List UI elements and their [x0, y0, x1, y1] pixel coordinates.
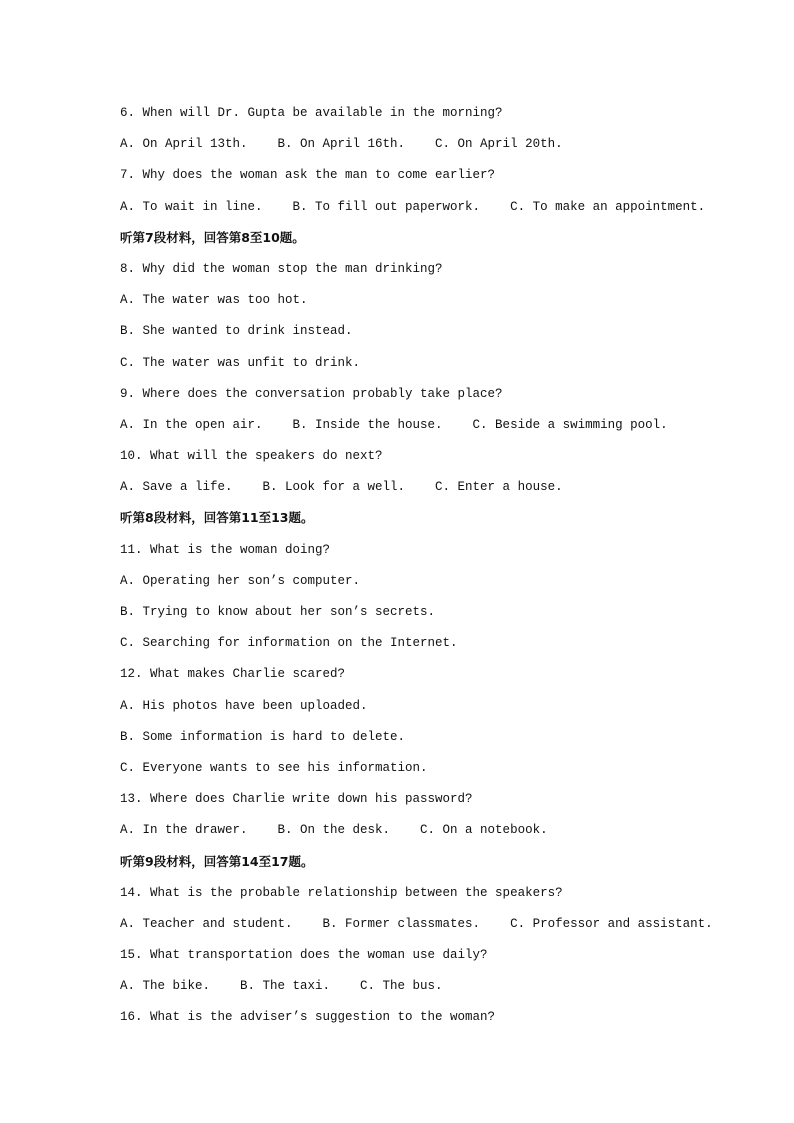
question-text: 9. Where does the conversation probably take place?	[120, 386, 503, 401]
answer-option: B. She wanted to drink instead.	[120, 324, 353, 339]
answer-option: C. Searching for information on the Internet.	[120, 636, 458, 651]
question-text: 6. When will Dr. Gupta be available in the morning?	[120, 106, 503, 120]
answer-option: C. Everyone wants to see his information.	[120, 760, 428, 775]
answer-option: A. Operating her son’s computer.	[120, 573, 361, 588]
question-text: 12. What makes Charlie scared?	[120, 667, 346, 682]
section-heading: 听第8段材料，回答第11至13题。	[120, 510, 314, 526]
question-text: 13. Where does Charlie write down his password?	[120, 792, 473, 807]
answer-option: A. His photos have been uploaded.	[120, 698, 368, 713]
answer-option: B. Trying to know about her son’s secrets.	[120, 605, 436, 619]
question-text: 11. What is the woman doing?	[120, 542, 331, 557]
answer-options: A. Save a life. B. Look for a well. C. Enter a house.	[120, 480, 563, 495]
section-heading: 听第9段材料，回答第14至17题。	[120, 853, 314, 869]
answer-option: B. Some information is hard to delete.	[120, 729, 406, 744]
answer-options: A. To wait in line. B. To fill out paperwork. C. To make an appointment.	[120, 199, 706, 214]
question-text: 16. What is the adviser’s suggestion to the woman?	[120, 1010, 496, 1025]
question-list	[120, 103, 760, 1039]
question-text: 14. What is the probable relationship between the speakers?	[120, 885, 563, 900]
answer-option: A. The water was too hot.	[120, 293, 308, 308]
question-text: 10. What will the speakers do next?	[120, 449, 383, 464]
question-text: 7. Why does the woman ask the man to come earlier?	[120, 168, 496, 183]
answer-options: A. In the drawer. B. On the desk. C. On a notebook.	[120, 823, 548, 838]
question-text: 8. Why did the woman stop the man drinking?	[120, 261, 443, 276]
answer-options: A. In the open air. B. Inside the house. C. Beside a swimming pool.	[120, 417, 668, 432]
question-text: 15. What transportation does the woman use daily?	[120, 948, 488, 963]
answer-options: A. On April 13th. B. On April 16th. C. On April 20th.	[120, 137, 563, 152]
answer-options: A. Teacher and student. B. Former classmates. C. Professor and assistant.	[120, 916, 713, 931]
answer-options: A. The bike. B. The taxi. C. The bus.	[120, 979, 443, 994]
answer-option: C. The water was unfit to drink.	[120, 355, 361, 370]
section-heading: 听第7段材料，回答第8至10题。	[120, 229, 305, 245]
